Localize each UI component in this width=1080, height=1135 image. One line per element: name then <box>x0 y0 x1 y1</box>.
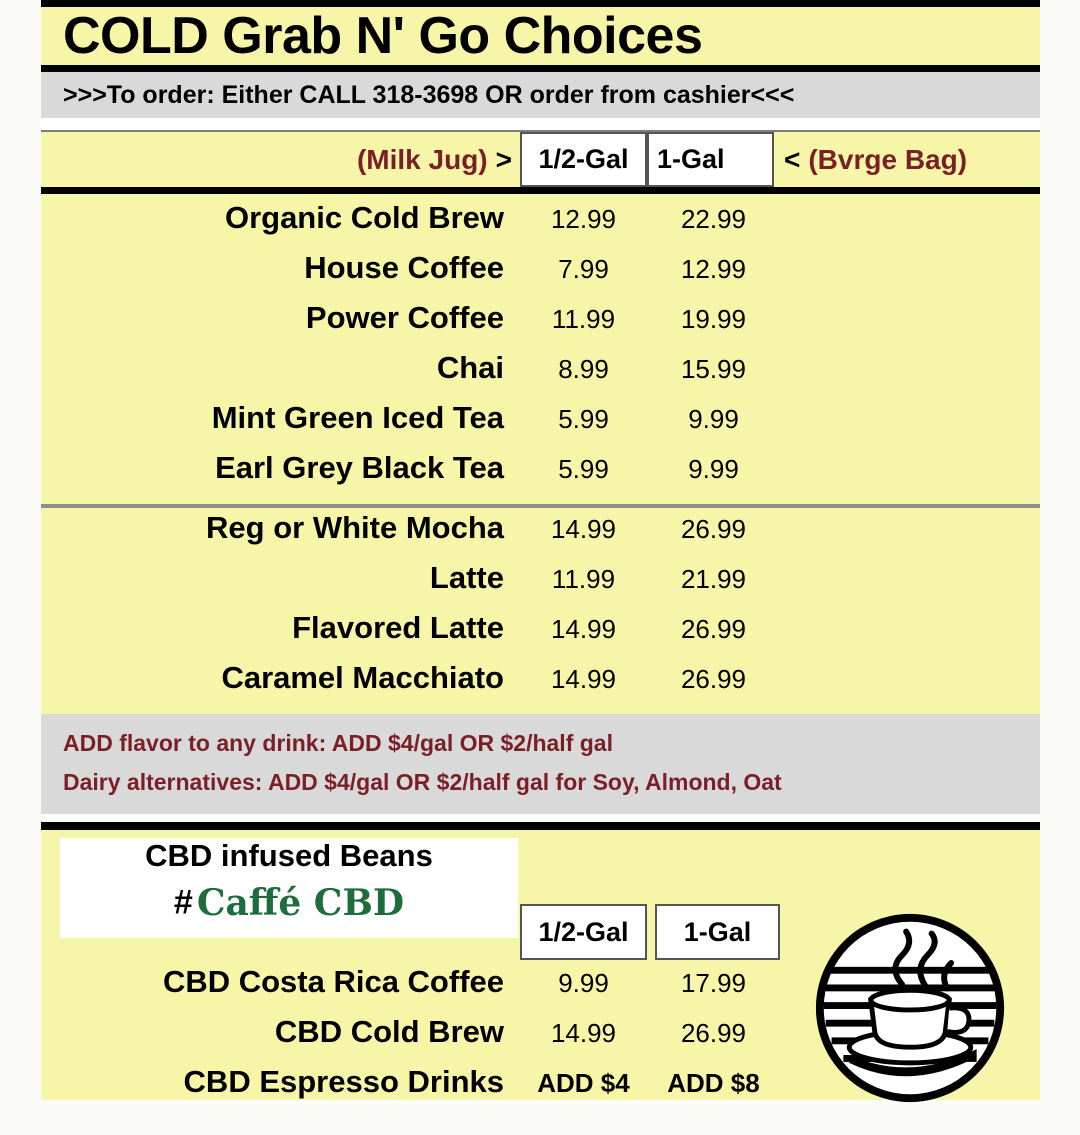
bvrge-bag-label: (Bvrge Bag) <box>808 143 968 175</box>
milk-jug-label: (Milk Jug) <box>356 143 488 175</box>
item-name: Latte <box>429 560 504 595</box>
item-price-gal: 19.99 <box>680 304 747 334</box>
table-row <box>41 560 1040 610</box>
item-name: Reg or White Mocha <box>206 510 504 545</box>
table-row <box>41 300 1040 350</box>
table-row <box>41 610 1040 660</box>
item-name: CBD Costa Rica Coffee <box>162 964 504 999</box>
note-dairy-alternatives: Dairy alternatives: ADD $4/gal OR $2/half gal for Soy, Almond, Oat <box>63 769 782 795</box>
item-price-half-gal: 14.99 <box>550 514 617 544</box>
item-name: CBD Espresso Drinks <box>183 1064 504 1099</box>
coffee-cup-logo-icon <box>812 910 1008 1106</box>
item-price-gal: 15.99 <box>680 354 747 384</box>
item-price-gal: 26.99 <box>680 514 747 544</box>
item-name: CBD Cold Brew <box>274 1014 504 1049</box>
order-instructions-text: >>>To order: Either CALL 318-3698 OR order from cashier<<< <box>63 80 795 109</box>
spacer-white <box>41 118 1040 130</box>
header-half-gal: 1/2-Gal <box>520 132 647 187</box>
table-row <box>41 200 1040 250</box>
table-row <box>41 250 1040 300</box>
item-price-gal: ADD $8 <box>667 1068 760 1098</box>
item-price-half-gal: 11.99 <box>551 564 616 594</box>
item-name: Power Coffee <box>305 300 504 335</box>
menu-sheet <box>41 0 1040 1100</box>
item-price-half-gal: 14.99 <box>550 1018 617 1048</box>
title-band <box>41 0 1040 72</box>
cbd-header-half-gal: 1/2-Gal <box>520 904 647 960</box>
item-price-half-gal: 14.99 <box>550 614 617 644</box>
cbd-header-one-gal: 1-Gal <box>655 904 780 960</box>
item-price-half-gal: 9.99 <box>558 968 609 998</box>
right-arrow-icon: < <box>784 143 801 175</box>
item-price-gal: 26.99 <box>680 664 747 694</box>
table-row <box>41 350 1040 400</box>
item-price-gal: 17.99 <box>680 968 747 998</box>
milk-jug-label-group <box>41 132 520 187</box>
item-price-gal: 26.99 <box>680 614 747 644</box>
item-price-half-gal: 14.99 <box>550 664 617 694</box>
header-one-gal: 1-Gal <box>647 132 774 187</box>
item-name: Earl Grey Black Tea <box>215 450 504 485</box>
item-price-gal: 9.99 <box>688 454 739 484</box>
cbd-column-headers <box>520 904 780 960</box>
divider-heavy <box>41 822 1040 830</box>
order-instructions-band <box>41 72 1040 118</box>
left-arrow-icon: > <box>495 143 512 175</box>
notes-band <box>41 714 1040 814</box>
item-price-half-gal: 12.99 <box>550 204 617 234</box>
table-row <box>41 450 1040 500</box>
table-row <box>41 400 1040 450</box>
table-row <box>41 510 1040 560</box>
item-price-half-gal: 5.99 <box>558 454 609 484</box>
bvrge-bag-label-group <box>774 132 1040 187</box>
drink-group-coffee-tea <box>41 194 1040 714</box>
item-price-gal: 21.99 <box>680 564 747 594</box>
note-add-flavor: ADD flavor to any drink: ADD $4/gal OR $2/half gal <box>63 730 613 756</box>
cbd-brand-group <box>63 882 515 924</box>
item-price-gal: 22.99 <box>680 204 747 234</box>
item-name: Flavored Latte <box>292 610 504 645</box>
cbd-brand-name: Caffé CBD <box>196 882 405 924</box>
hash-icon: # <box>173 883 193 922</box>
page-title: COLD Grab N' Go Choices <box>63 7 703 65</box>
item-price-half-gal: 7.99 <box>558 254 609 284</box>
item-name: Organic Cold Brew <box>224 200 504 235</box>
item-price-half-gal: ADD $4 <box>537 1068 630 1098</box>
item-name: Mint Green Iced Tea <box>211 400 504 435</box>
item-price-half-gal: 11.99 <box>551 304 616 334</box>
item-name: Caramel Macchiato <box>221 660 504 695</box>
cbd-section <box>41 830 1040 1100</box>
item-price-gal: 26.99 <box>680 1018 747 1048</box>
item-price-gal: 9.99 <box>688 404 739 434</box>
cbd-section-title: CBD infused Beans <box>145 838 433 873</box>
table-row <box>41 660 1040 710</box>
item-price-half-gal: 8.99 <box>558 354 609 384</box>
column-header-row <box>41 132 1040 194</box>
item-price-gal: 12.99 <box>680 254 747 284</box>
item-price-half-gal: 5.99 <box>558 404 609 434</box>
item-name: House Coffee <box>304 250 504 285</box>
item-name: Chai <box>436 350 504 385</box>
divider-group <box>41 504 1040 508</box>
